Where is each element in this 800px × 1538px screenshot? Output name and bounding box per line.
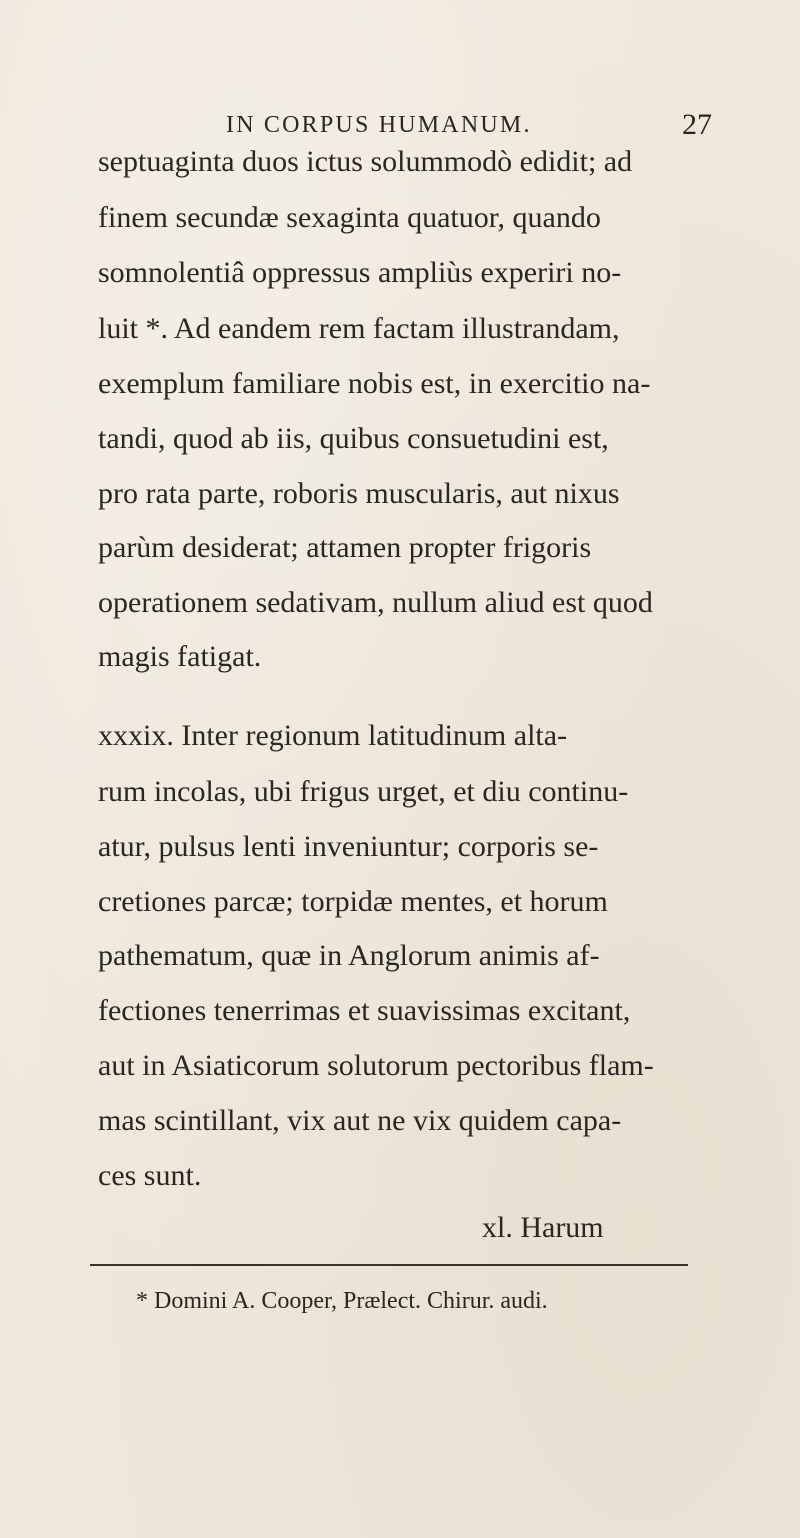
text-line: ces sunt. bbox=[98, 1159, 202, 1192]
text-line: aut in Asiaticorum solutorum pectoribus flam- bbox=[98, 1049, 654, 1082]
text-line: pathematum, quæ in Anglorum animis af- bbox=[98, 939, 600, 972]
text-line: septuaginta duos ictus solummodò edidit; ad bbox=[98, 145, 633, 178]
text-line: rum incolas, ubi frigus urget, et diu continu- bbox=[98, 775, 629, 808]
text-line: mas scintillant, vix aut ne vix quidem capa- bbox=[98, 1104, 622, 1137]
text-line: atur, pulsus lenti inveniuntur; corporis se- bbox=[98, 830, 599, 863]
footnote-rule bbox=[90, 1264, 688, 1266]
running-head: IN CORPUS HUMANUM. bbox=[226, 112, 532, 138]
text-line: operationem sedativam, nullum aliud est quod bbox=[98, 586, 653, 619]
page-number: 27 bbox=[682, 108, 712, 141]
text-line: somnolentiâ oppressus ampliùs experiri no- bbox=[98, 256, 622, 289]
catchword-line: xl. Harum bbox=[482, 1211, 604, 1244]
text-line: pro rata parte, roboris muscularis, aut nixus bbox=[98, 477, 620, 510]
text-line: exemplum familiare nobis est, in exercitio na- bbox=[98, 367, 651, 400]
text-line: tandi, quod ab iis, quibus consuetudini est, bbox=[98, 422, 609, 455]
text-line: luit *. Ad eandem rem factam illustrandam, bbox=[98, 312, 620, 345]
section-start-line: xxxix. Inter regionum latitudinum alta- bbox=[98, 719, 568, 752]
text-line: magis fatigat. bbox=[98, 640, 262, 673]
text-line: fectiones tenerrimas et suavissimas excitant, bbox=[98, 994, 631, 1027]
footnote: * Domini A. Cooper, Prælect. Chirur. audi. bbox=[136, 1288, 548, 1314]
text-line: finem secundæ sexaginta quatuor, quando bbox=[98, 201, 601, 234]
text-line: parùm desiderat; attamen propter frigoris bbox=[98, 531, 592, 564]
text-line: cretiones parcæ; torpidæ mentes, et horum bbox=[98, 885, 608, 918]
